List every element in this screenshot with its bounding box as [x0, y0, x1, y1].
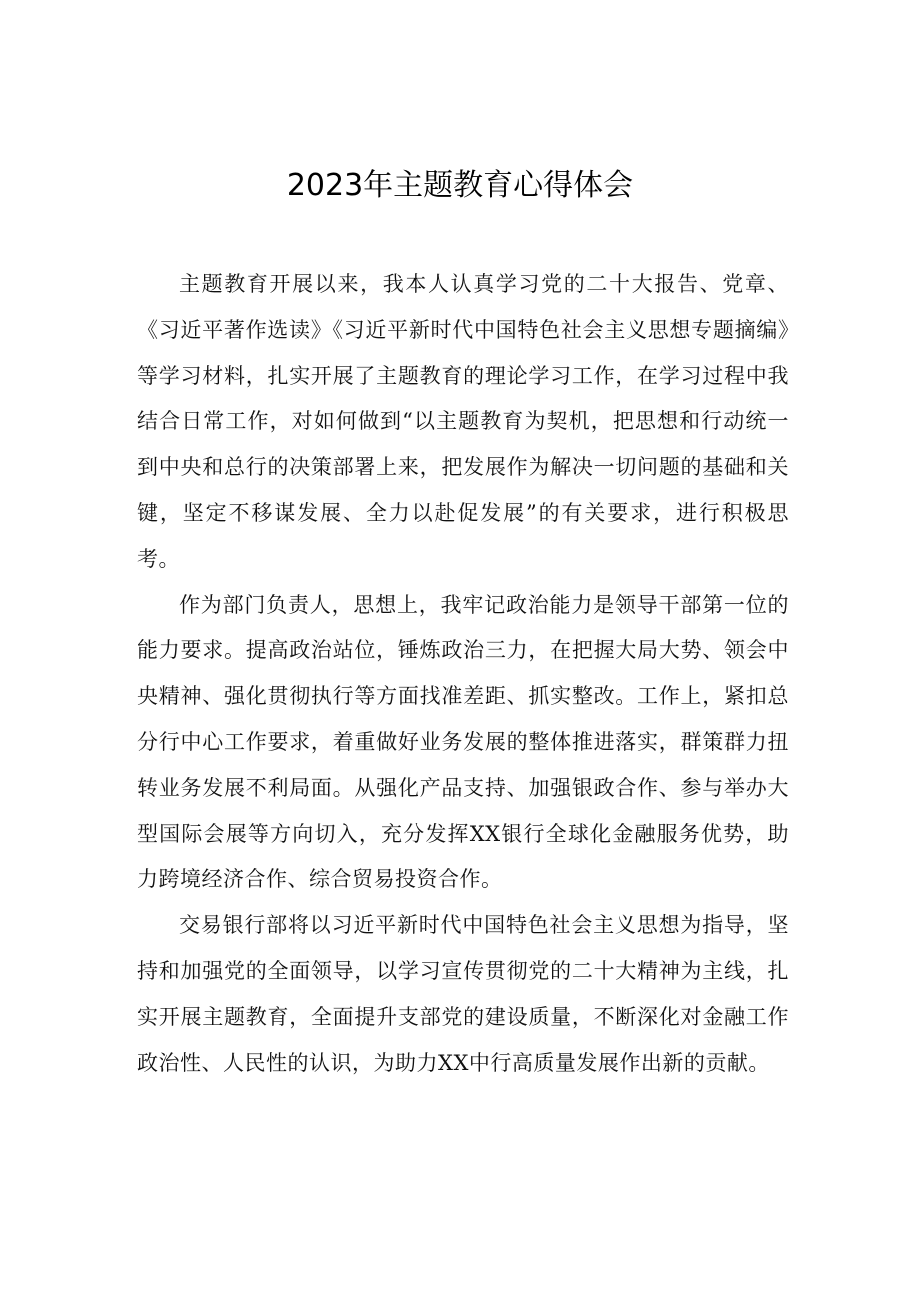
document-body	[137, 262, 789, 1086]
paragraph-1: 主题教育开展以来，我本人认真学习党的二十大报告、党章、《习近平著作选读》《习近平新时代中国特色社会主义思想专题摘编》等学习材料，扎实开展了主题教育的理论学习工作，在学习过程中我结合日常工作，对如何做到“以主题教育为契机，把思想和行动统一到中央和总行的决策部署上来，把发展作为解决一切问题的基础和关键，坚定不移谋发展、全力以赴促发展”的有关要求，进行积极思考。	[137, 272, 789, 571]
paragraph-3: 交易银行部将以习近平新时代中国特色社会主义思想为指导，坚持和加强党的全面领导，以学习宣传贯彻党的二十大精神为主线，扎实开展主题教育，全面提升支部党的建设质量，不断深化对金融工作政治性、人民性的认识，为助力XX中行高质量发展作出新的贡献。	[137, 913, 789, 1075]
paragraph-2: 作为部门负责人，思想上，我牢记政治能力是领导干部第一位的能力要求。提高政治站位，锤炼政治三力，在把握大局大势、领会中央精神、强化贯彻执行等方面找准差距、抓实整改。工作上，紧扣总分行中心工作要求，着重做好业务发展的整体推进落实，群策群力扭转业务发展不利局面。从强化产品支持、加强银政合作、参与举办大型国际会展等方向切入，充分发挥XX银行全球化金融服务优势，助力跨境经济合作、综合贸易投资合作。	[137, 592, 789, 892]
document-title: 2023年主题教育心得体会	[286, 168, 634, 203]
